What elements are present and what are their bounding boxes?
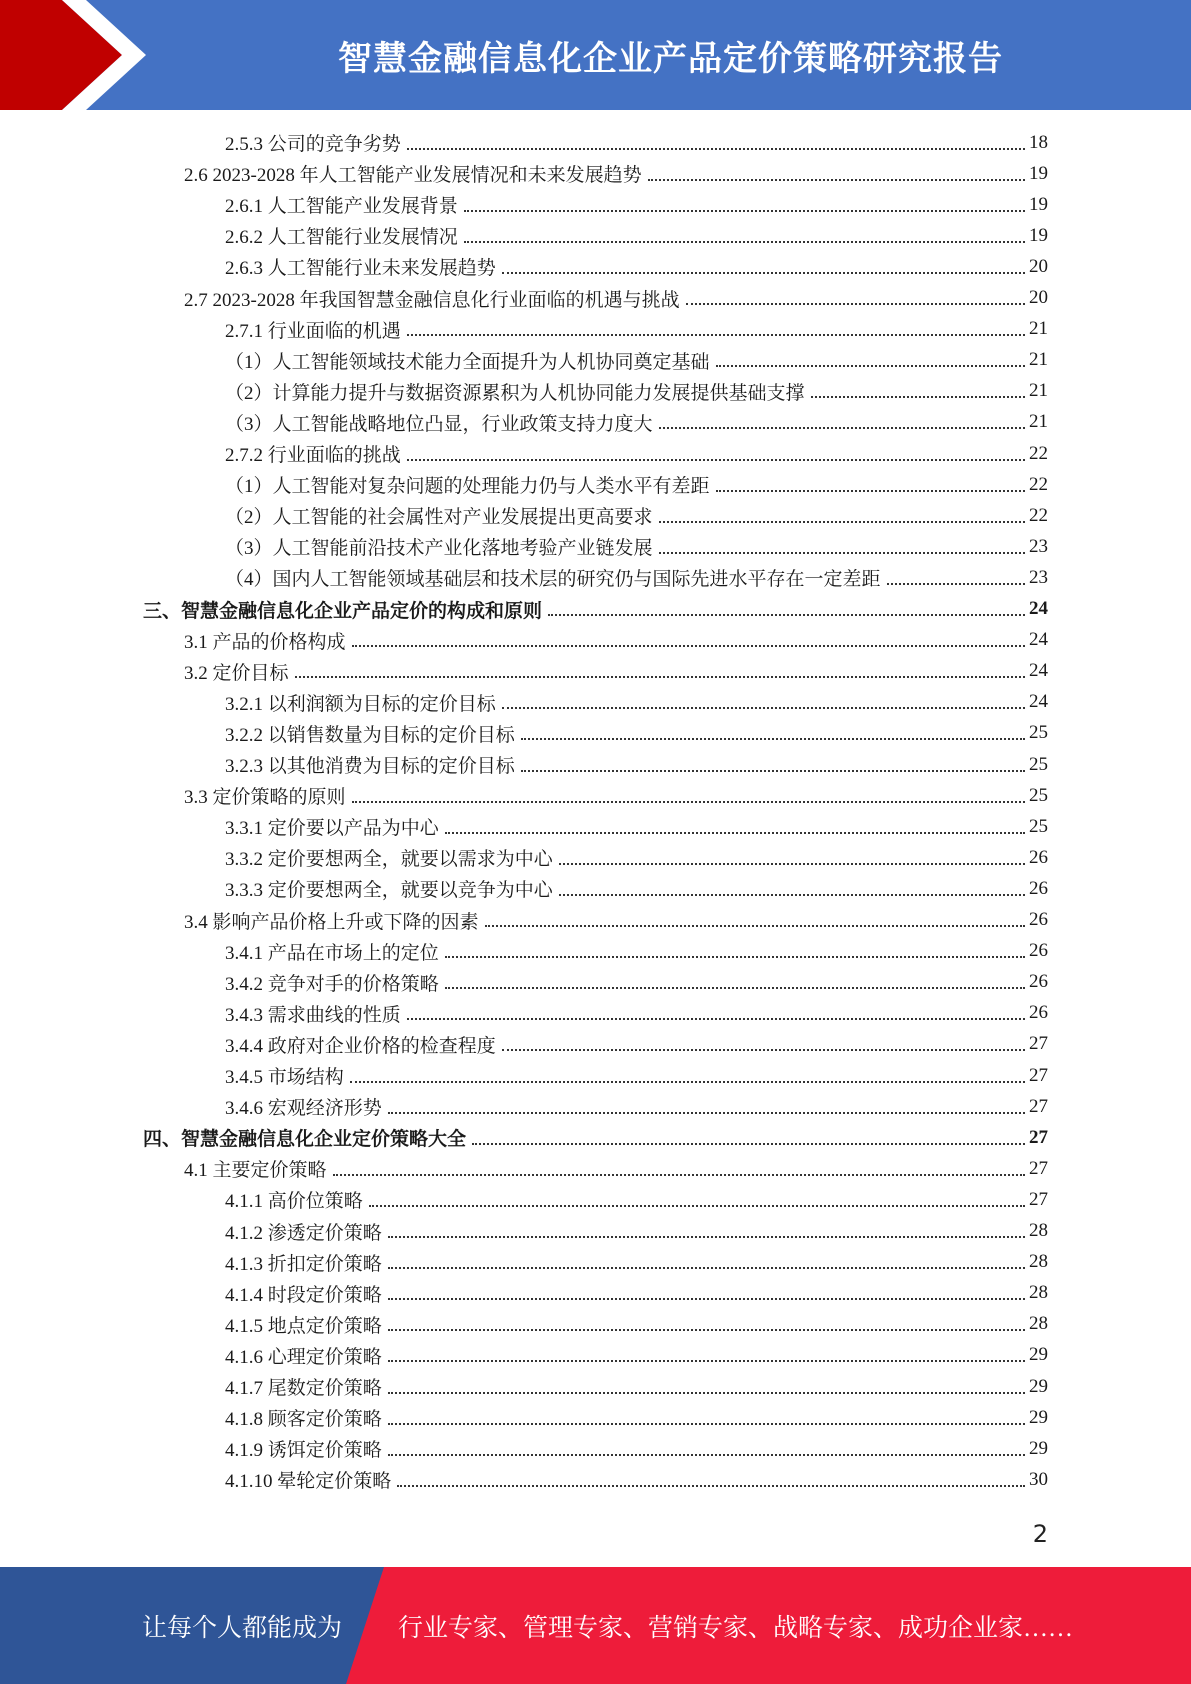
toc-entry-label: 2.6.1 人工智能产业发展背景 (225, 196, 458, 218)
toc-entry-label: （2）人工智能的社会属性对产业发展提出更高要求 (225, 507, 653, 529)
toc-entry[interactable] (225, 1309, 1048, 1340)
toc-entry-label: 2.6.3 人工智能行业未来发展趋势 (225, 258, 496, 280)
toc-dot-leader (333, 1174, 1025, 1176)
toc-entry-label: 2.7.2 行业面临的挑战 (225, 445, 401, 466)
toc-entry[interactable] (225, 936, 1048, 967)
toc-entry[interactable] (225, 500, 1048, 531)
toc-dot-leader (407, 334, 1025, 336)
toc-entry-label: 4.1.1 高价位策略 (225, 1191, 363, 1213)
page-title: 智慧金融信息化企业产品定价策略研究报告 (338, 38, 1003, 79)
toc-entry-page: 27 (1029, 1188, 1048, 1210)
toc-entry[interactable] (225, 220, 1048, 251)
toc-dot-leader (369, 1205, 1025, 1207)
toc-entry[interactable] (184, 625, 1048, 656)
toc-entry-page: 18 (1029, 131, 1048, 153)
toc-entry-page: 29 (1029, 1406, 1048, 1428)
toc-entry[interactable] (225, 998, 1048, 1029)
toc-entry-page: 27 (1029, 1157, 1048, 1179)
toc-entry-page: 26 (1029, 940, 1048, 962)
toc-entry-label: 3.4.1 产品在市场上的定位 (225, 942, 439, 964)
toc-entry-page: 25 (1029, 784, 1048, 806)
toc-entry[interactable] (184, 656, 1048, 687)
toc-entry-label: 4.1.10 晕轮定价策略 (225, 1471, 392, 1493)
toc-entry-page: 22 (1029, 504, 1048, 526)
toc-dot-leader (887, 583, 1025, 585)
footer-slogan-left: 让每个人都能成为 (142, 1614, 343, 1642)
toc-dot-leader (388, 1267, 1025, 1269)
toc-entry-page: 20 (1029, 255, 1048, 277)
toc-dot-leader (445, 987, 1025, 989)
toc-entry-page: 29 (1029, 1437, 1048, 1459)
toc-dot-leader (352, 801, 1025, 803)
toc-dot-leader (521, 770, 1025, 772)
toc-dot-leader (659, 521, 1025, 523)
toc-entry[interactable] (225, 438, 1048, 469)
toc-entry-page: 21 (1029, 380, 1048, 402)
toc-entry[interactable] (225, 1278, 1048, 1309)
toc-entry[interactable] (184, 780, 1048, 811)
toc-dot-leader (407, 148, 1025, 150)
toc-entry-page: 24 (1029, 598, 1048, 619)
toc-entry-page: 27 (1029, 1126, 1048, 1148)
toc-entry-page: 19 (1029, 162, 1048, 184)
toc-entry-label: 4.1.2 渗透定价策略 (225, 1222, 382, 1244)
toc-dot-leader (388, 1454, 1025, 1456)
toc-entry-label: 3.1 产品的价格构成 (184, 631, 346, 653)
toc-entry[interactable] (225, 1091, 1048, 1122)
toc-entry-page: 23 (1029, 535, 1048, 557)
toc-entry-page: 25 (1029, 753, 1048, 775)
toc-dot-leader (388, 1423, 1025, 1425)
footer-slogan-right: 行业专家、管理专家、营销专家、战略专家、成功企业家…… (398, 1614, 1074, 1642)
toc-dot-leader (559, 894, 1025, 896)
toc-dot-leader (811, 396, 1025, 398)
toc-entry-label: 4.1 主要定价策略 (184, 1160, 327, 1182)
toc-entry-page: 26 (1029, 877, 1048, 899)
toc-entry-label: 2.6.2 人工智能行业发展情况 (225, 227, 458, 249)
toc-dot-leader (502, 1049, 1025, 1051)
toc-entry[interactable] (143, 1122, 1048, 1153)
toc-dot-leader (388, 1112, 1025, 1114)
toc-entry-label: 3.2 定价目标 (184, 662, 289, 684)
toc-entry-page: 28 (1029, 1313, 1048, 1335)
toc-entry[interactable] (225, 189, 1048, 220)
toc-entry-label: 4.1.5 地点定价策略 (225, 1315, 382, 1337)
toc-entry[interactable] (225, 1060, 1048, 1091)
toc-entry-page: 29 (1029, 1344, 1048, 1366)
toc-entry-page: 23 (1029, 566, 1048, 588)
toc-dot-leader (559, 863, 1025, 865)
toc-entry-label: （1）人工智能领域技术能力全面提升为人机协同奠定基础 (225, 351, 710, 373)
toc-entry[interactable] (225, 127, 1048, 158)
toc-dot-leader (464, 210, 1025, 212)
toc-entry-label: （1）人工智能对复杂问题的处理能力仍与人类水平有差距 (225, 476, 710, 498)
toc-entry[interactable] (225, 967, 1048, 998)
toc-dot-leader (648, 179, 1025, 181)
toc-dot-leader (407, 1018, 1025, 1020)
footer-banner (0, 1567, 1191, 1684)
toc-entry[interactable] (225, 687, 1048, 718)
page-number: 2 (1032, 1520, 1048, 1548)
toc-dot-leader (352, 645, 1025, 647)
toc-entry-label: 四、智慧金融信息化企业定价策略大全 (143, 1129, 467, 1151)
toc-entry[interactable] (184, 1153, 1048, 1184)
toc-entry[interactable] (225, 407, 1048, 438)
toc-entry-page: 27 (1029, 1033, 1048, 1055)
toc-entry[interactable] (225, 1184, 1048, 1215)
toc-entry-page: 26 (1029, 846, 1048, 868)
toc-dot-leader (445, 956, 1025, 958)
toc-dot-leader (716, 365, 1025, 367)
toc-dot-leader (388, 1360, 1025, 1362)
toc-entry[interactable] (225, 1371, 1048, 1402)
toc-entry[interactable] (225, 345, 1048, 376)
toc-entry-page: 28 (1029, 1251, 1048, 1273)
toc-entry[interactable] (225, 562, 1048, 593)
toc-entry-label: 3.2.3 以其他消费为目标的定价目标 (225, 756, 515, 777)
toc-dot-leader (716, 490, 1025, 492)
toc-entry[interactable] (184, 905, 1048, 936)
toc-dot-leader (464, 241, 1025, 243)
toc-entry-label: 3.3 定价策略的原则 (184, 787, 346, 809)
toc-entry[interactable] (225, 1433, 1048, 1464)
toc-entry-page: 19 (1029, 193, 1048, 215)
toc-entry-page: 24 (1029, 691, 1048, 713)
toc-entry-label: （2）计算能力提升与数据资源累积为人机协同能力发展提供基础支撑 (225, 382, 805, 404)
toc-entry[interactable] (225, 531, 1048, 562)
toc-entry-label: 4.1.4 时段定价策略 (225, 1284, 382, 1306)
toc-dot-leader (521, 738, 1025, 740)
toc-dot-leader (350, 1081, 1025, 1083)
toc-dot-leader (502, 272, 1025, 274)
toc-dot-leader (502, 707, 1025, 709)
toc-dot-leader (397, 1485, 1025, 1487)
toc-entry[interactable] (225, 469, 1048, 500)
toc-entry[interactable] (184, 283, 1048, 314)
toc-entry[interactable] (225, 1029, 1048, 1060)
toc-entry[interactable] (184, 158, 1048, 189)
toc-entry-label: 4.1.7 尾数定价策略 (225, 1378, 382, 1399)
toc-dot-leader (659, 552, 1025, 554)
toc-dot-leader (686, 303, 1025, 305)
toc-entry[interactable] (225, 314, 1048, 345)
toc-entry-label: 2.7.1 行业面临的机遇 (225, 320, 401, 342)
header-banner (0, 0, 1191, 110)
toc-entry-page: 26 (1029, 1002, 1048, 1024)
toc-entry[interactable] (225, 251, 1048, 282)
toc-entry-page: 20 (1029, 287, 1048, 308)
toc-entry-label: 3.4.3 需求曲线的性质 (225, 1004, 401, 1026)
toc-entry-page: 21 (1029, 318, 1048, 340)
toc-entry[interactable] (225, 749, 1048, 780)
toc-entry[interactable] (225, 811, 1048, 842)
toc-dot-leader (548, 614, 1025, 616)
toc-entry[interactable] (225, 1402, 1048, 1433)
toc-entry-label: 3.4.2 竞争对手的价格策略 (225, 973, 439, 995)
toc-entry[interactable] (225, 376, 1048, 407)
toc-entry-label: 2.5.3 公司的竞争劣势 (225, 134, 401, 155)
toc-entry-page: 26 (1029, 971, 1048, 993)
toc-entry-page: 27 (1029, 1095, 1048, 1117)
toc-entry[interactable] (225, 1247, 1048, 1278)
toc-entry-label: 4.1.8 顾客定价策略 (225, 1409, 382, 1431)
toc-entry-label: 3.4.6 宏观经济形势 (225, 1098, 382, 1120)
toc-entry-label: （4）国内人工智能领域基础层和技术层的研究仍与国际先进水平存在一定差距 (225, 569, 881, 591)
toc-entry-label: 3.2.2 以销售数量为目标的定价目标 (225, 724, 515, 746)
toc-entry-page: 22 (1029, 473, 1048, 495)
toc-entry[interactable] (143, 594, 1048, 625)
toc-entry[interactable] (225, 1464, 1048, 1495)
toc-entry-page: 28 (1029, 1220, 1048, 1241)
toc-entry-page: 21 (1029, 411, 1048, 433)
toc-entry-page: 25 (1029, 722, 1048, 744)
toc-entry-page: 26 (1029, 909, 1048, 930)
toc-entry[interactable] (225, 873, 1048, 904)
toc-entry-label: 4.1.9 诱饵定价策略 (225, 1440, 382, 1462)
toc-entry[interactable] (225, 1216, 1048, 1247)
toc-entry-label: 2.6 2023-2028 年人工智能产业发展情况和未来发展趋势 (184, 165, 642, 187)
toc-entry-page: 24 (1029, 629, 1048, 651)
toc-entry-label: 4.1.6 心理定价策略 (225, 1346, 382, 1368)
toc-entry-label: 3.2.1 以利润额为目标的定价目标 (225, 693, 496, 715)
toc-entry-label: 3.3.3 定价要想两全，就要以竞争为中心 (225, 880, 553, 902)
toc-dot-leader (472, 1143, 1025, 1145)
toc-entry-page: 30 (1029, 1468, 1048, 1490)
toc-dot-leader (388, 1392, 1025, 1394)
toc-dot-leader (445, 832, 1025, 834)
toc-dot-leader (388, 1298, 1025, 1300)
toc-entry-page: 22 (1029, 442, 1048, 464)
toc-entry-label: （3）人工智能前沿技术产业化落地考验产业链发展 (225, 538, 653, 560)
toc-entry-label: 2.7 2023-2028 年我国智慧金融信息化行业面临的机遇与挑战 (184, 289, 680, 311)
toc-entry-label: 三、智慧金融信息化企业产品定价的构成和原则 (143, 600, 543, 622)
toc-entry-label: 3.4.4 政府对企业价格的检查程度 (225, 1035, 496, 1057)
toc-entry-page: 19 (1029, 224, 1048, 246)
toc-entry-page: 24 (1029, 660, 1048, 682)
toc-entry-label: 4.1.3 折扣定价策略 (225, 1253, 382, 1275)
toc-entry-page: 25 (1029, 815, 1048, 837)
toc-entry-page: 21 (1029, 349, 1048, 371)
toc-entry[interactable] (225, 1340, 1048, 1371)
toc-entry-page: 29 (1029, 1375, 1048, 1397)
toc-entry-label: （3）人工智能战略地位凸显，行业政策支持力度大 (225, 413, 653, 435)
toc-entry-page: 27 (1029, 1064, 1048, 1086)
toc-entry-label: 3.3.2 定价要想两全，就要以需求为中心 (225, 849, 553, 871)
toc-entry-label: 3.4 影响产品价格上升或下降的因素 (184, 911, 479, 933)
toc-dot-leader (295, 676, 1025, 678)
toc-entry-label: 3.4.5 市场结构 (225, 1067, 344, 1088)
toc-entry-page: 28 (1029, 1282, 1048, 1304)
toc-dot-leader (388, 1236, 1025, 1238)
toc-dot-leader (659, 427, 1025, 429)
toc-entry[interactable] (225, 718, 1048, 749)
toc-dot-leader (485, 925, 1025, 927)
toc-dot-leader (407, 459, 1025, 461)
toc-entry[interactable] (225, 842, 1048, 873)
toc-dot-leader (388, 1329, 1025, 1331)
toc-entry-label: 3.3.1 定价要以产品为中心 (225, 818, 439, 840)
